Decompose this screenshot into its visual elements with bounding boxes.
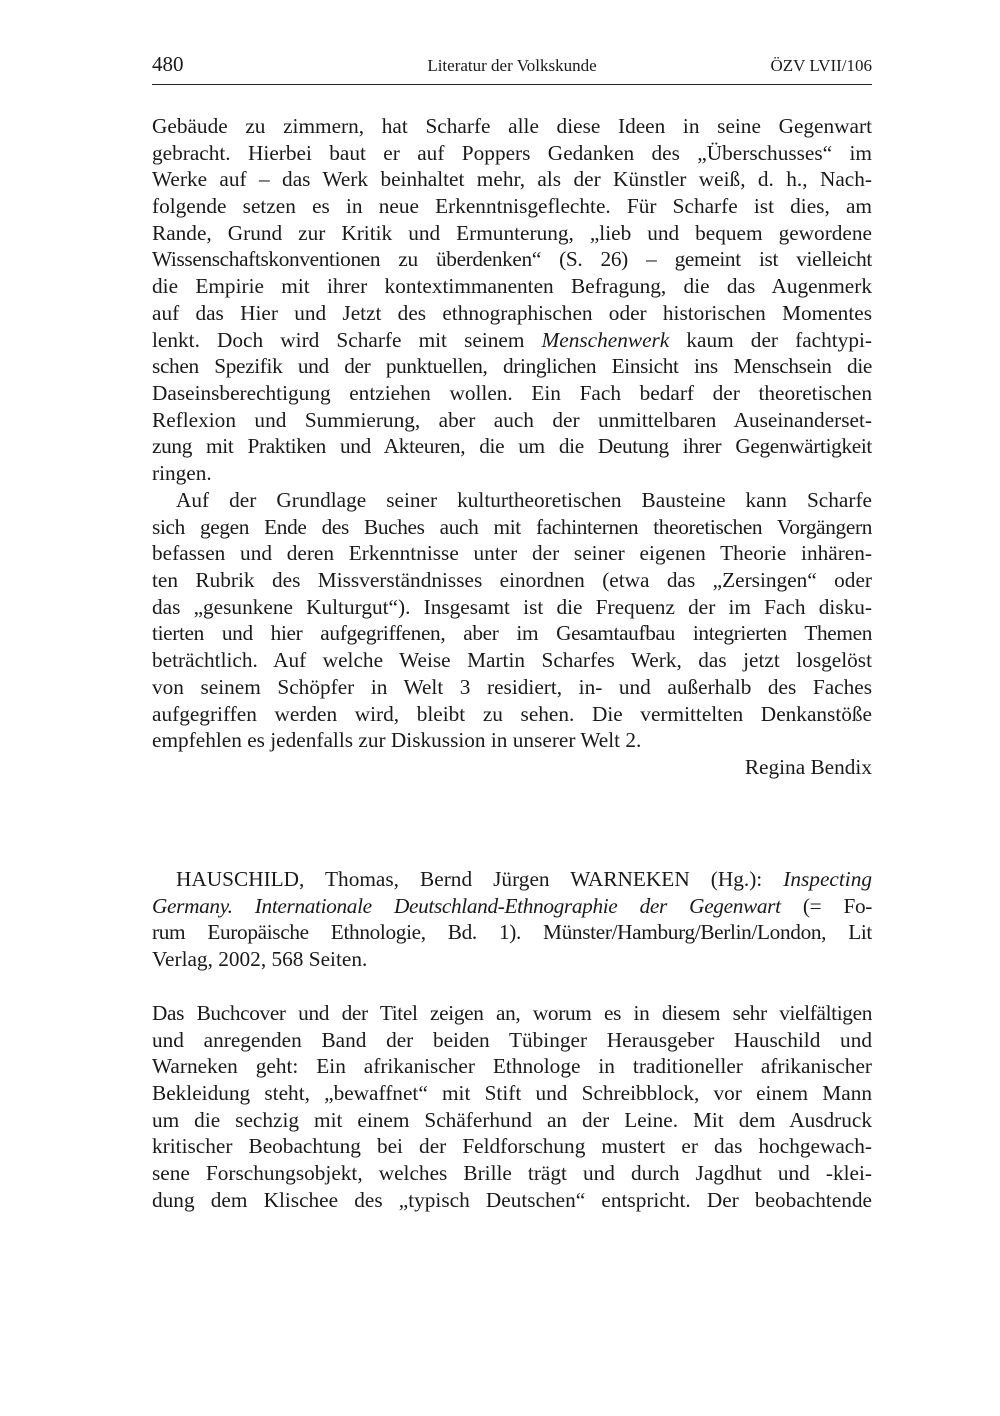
text-line: sich gegen Ende des Buches auch mit fachinternen theoretischen Vorgängern <box>152 514 872 539</box>
text-line: dung dem Klischee des „typisch Deutschen“ entspricht. Der beobachtende <box>152 1187 872 1212</box>
text-line: schen Spezifik und der punktuellen, dringlichen Einsicht ins Menschsein die <box>152 354 872 379</box>
text-line: die Empirie mit ihrer kontextimmanenten Befragung, die das Augenmerk <box>152 274 872 299</box>
text-line: Warneken geht: Ein afrikanischer Ethnologe in traditioneller afrikanischer <box>152 1054 872 1079</box>
journal-volume: ÖZV LVII/106 <box>770 56 872 75</box>
text-line <box>152 866 872 893</box>
text-line: Rande, Grund zur Kritik und Ermunterung, „lieb und bequem gewordene <box>152 220 872 245</box>
text-line: Reflexion und Summierung, aber auch der unmittelbaren Auseinanderset- <box>152 407 872 432</box>
text-line: rum Europäische Ethnologie, Bd. 1). Münster/Hamburg/Berlin/London, Lit <box>152 920 872 945</box>
citation-series: (= Fo- <box>780 893 872 918</box>
text-line: Daseinsberechtigung entziehen wollen. Ein Fach bedarf der theoretischen <box>152 380 872 405</box>
text-line <box>152 893 872 920</box>
running-title: Literatur der Volkskunde <box>427 56 597 75</box>
text-line: Das Buchcover und der Titel zeigen an, worum es in diesem sehr vielfältigen <box>152 1001 872 1025</box>
text-line: und anregenden Band der beiden Tübinger Herausgeber Hauschild und <box>152 1027 872 1052</box>
text-line: Auf der Grundlage seiner kulturtheoretischen Bausteine kann Scharfe <box>176 488 872 512</box>
text-line: das „gesunkene Kulturgut“). Insgesamt ist die Frequenz der im Fach disku- <box>152 594 872 619</box>
text-line: aufgegriffen werden wird, bleibt zu sehen. Die vermittelten Denkanstöße <box>152 701 872 726</box>
text-line: Wissenschaftskonventionen zu überdenken“ (S. 26) – gemeint ist vielleicht <box>152 247 872 272</box>
page-header <box>152 52 872 82</box>
text-line: gebracht. Hierbei baut er auf Poppers Gedanken des „Überschusses“ im <box>152 140 872 165</box>
text-line: sene Forschungsobjekt, welches Brille trägt und durch Jagdhut und -klei- <box>152 1161 872 1186</box>
book-title-italic: Menschenwerk <box>541 327 670 352</box>
text-line: zung mit Praktiken und Akteuren, die um die Deutung ihrer Gegenwärtigkeit <box>152 434 872 459</box>
review-author: Regina Bendix <box>744 754 872 779</box>
text-line <box>152 327 872 354</box>
review2-body <box>152 1000 872 1214</box>
page-number: 480 <box>152 52 184 76</box>
text-line: befassen und deren Erkenntnisse unter der seiner eigenen Theorie inhären- <box>152 541 872 566</box>
text-line: Gebäude zu zimmern, hat Scharfe alle diese Ideen in seine Gegenwart <box>152 114 872 138</box>
text-line: beträchtlich. Auf welche Weise Martin Scharfes Werk, das jetzt losgelöst <box>152 648 872 673</box>
text-line: kritischer Beobachtung bei der Feldforschung mustert er das hochgewach- <box>152 1134 872 1159</box>
text-line: von seinem Schöpfer in Welt 3 residiert, in- und außerhalb des Faches <box>152 674 872 699</box>
text-line: Werke auf – das Werk beinhaltet mehr, als der Künstler weiß, d. h., Nach- <box>152 167 872 192</box>
review1-paragraph-2 <box>152 487 872 781</box>
text-line: empfehlen es jedenfalls zur Diskussion in unserer Welt 2. <box>152 728 642 753</box>
review2-citation <box>152 866 872 973</box>
text-line: Bekleidung steht, „bewaffnet“ mit Stift und Schreibblock, vor einem Mann <box>152 1081 872 1106</box>
text-line: ten Rubrik des Missverständnisses einordnen (etwa das „Zersingen“ oder <box>152 568 872 593</box>
citation-title-italic: Inspecting <box>783 867 872 891</box>
text-line: Verlag, 2002, 568 Seiten. <box>152 947 368 972</box>
text-line: um die sechzig mit einem Schäferhund an der Leine. Mit dem Ausdruck <box>152 1107 872 1132</box>
text-line: tierten und hier aufgegriffenen, aber im Gesamtaufbau integrierten Themen <box>152 621 872 646</box>
text-span: lenkt. Doch wird Scharfe mit seinem <box>152 327 542 352</box>
header-rule <box>152 84 872 85</box>
text-line: folgende setzen es in neue Erkenntnisgeflechte. Für Scharfe ist dies, am <box>152 194 872 219</box>
review1-paragraph-1 <box>152 113 872 487</box>
citation-authors: HAUSCHILD, Thomas, Bernd Jürgen WARNEKEN (Hg.): <box>176 867 784 891</box>
text-span: kaum der fachtypi- <box>669 327 872 352</box>
citation-title-italic: Germany. Internationale Deutschland-Ethnographie der Gegenwart <box>152 893 781 918</box>
text-line: auf das Hier und Jetzt des ethnographischen oder historischen Momentes <box>152 300 872 325</box>
text-line: ringen. <box>152 460 212 485</box>
